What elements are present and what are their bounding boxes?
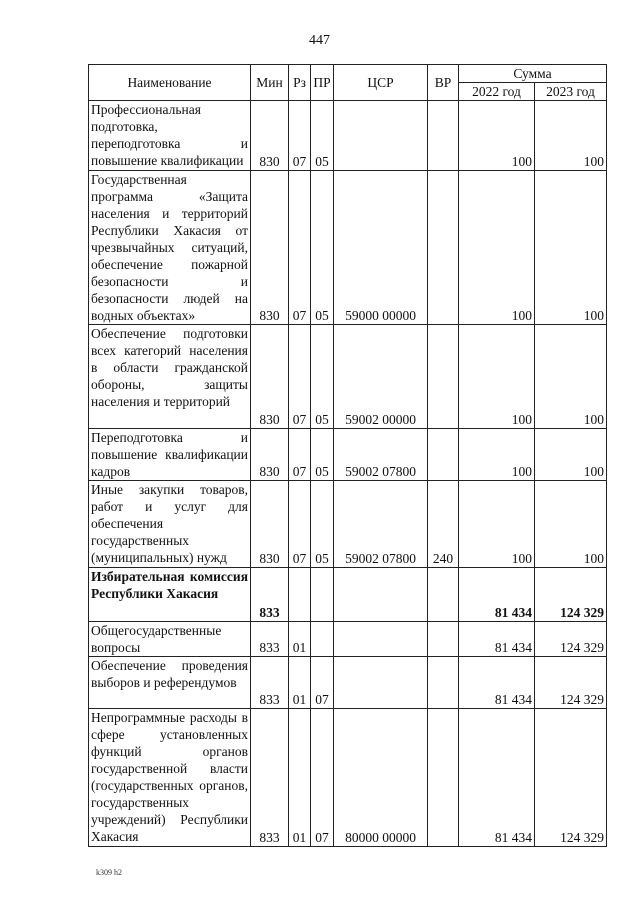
row-sum-2022: 81 434: [459, 568, 535, 622]
row-pr: [311, 568, 334, 622]
header-name: Наименование: [89, 65, 251, 101]
row-sum-2023: 124 329: [535, 622, 607, 657]
row-csr: [334, 568, 428, 622]
row-sum-2023: 100: [535, 481, 607, 568]
row-min: 833: [251, 622, 289, 657]
row-rz: 07: [289, 481, 311, 568]
row-sum-2022: 81 434: [459, 657, 535, 709]
row-csr: [334, 622, 428, 657]
row-name: Государственная программа «Защита населения и территорий Республики Хакасия от чрезвычайных ситуаций, обеспечение пожарной безопасности и безопасности людей на водных объектах»: [89, 171, 251, 325]
header-year-2023: 2023 год: [535, 83, 607, 101]
footer-code: k309 h2: [96, 868, 122, 877]
row-rz: 07: [289, 429, 311, 481]
row-sum-2022: 100: [459, 101, 535, 171]
row-csr: [334, 657, 428, 709]
row-pr: [311, 622, 334, 657]
row-min: 830: [251, 481, 289, 568]
row-vr: [428, 325, 459, 429]
row-csr: 59002 07800: [334, 429, 428, 481]
page-number: 447: [309, 33, 330, 48]
row-sum-2023: 124 329: [535, 709, 607, 847]
row-sum-2022: 81 434: [459, 709, 535, 847]
row-vr: [428, 622, 459, 657]
table-row: [89, 171, 607, 325]
row-rz: 07: [289, 101, 311, 171]
row-rz: 01: [289, 709, 311, 847]
table-row: [89, 709, 607, 847]
row-name: Переподготовка и повышение квалификации кадров: [89, 429, 251, 481]
row-sum-2023: 100: [535, 171, 607, 325]
row-pr: 07: [311, 657, 334, 709]
table-row: [89, 622, 607, 657]
row-vr: [428, 657, 459, 709]
header-year-2022: 2022 год: [459, 83, 535, 101]
row-name: Избирательная комиссия Республики Хакасия: [89, 568, 251, 622]
row-name: Профессиональная подготовка, переподготовка и повышение квалификации: [89, 101, 251, 171]
row-sum-2023: 124 329: [535, 568, 607, 622]
row-csr: 59000 00000: [334, 171, 428, 325]
header-sum: Сумма: [459, 65, 607, 83]
table-row: [89, 325, 607, 429]
row-pr: 05: [311, 101, 334, 171]
row-sum-2022: 100: [459, 481, 535, 568]
row-sum-2023: 100: [535, 101, 607, 171]
table-body: [89, 101, 607, 847]
row-pr: 05: [311, 429, 334, 481]
row-min: 833: [251, 709, 289, 847]
row-csr: 59002 07800: [334, 481, 428, 568]
row-rz: 01: [289, 657, 311, 709]
table-row: [89, 101, 607, 171]
row-name: Обеспечение подготовки всех категорий населения в области гражданской обороны, защиты населения и территорий: [89, 325, 251, 429]
header-rz: Рз: [289, 65, 311, 101]
row-min: 830: [251, 325, 289, 429]
row-min: 830: [251, 101, 289, 171]
row-name: Общегосударственные вопросы: [89, 622, 251, 657]
row-sum-2022: 100: [459, 171, 535, 325]
table-row: [89, 481, 607, 568]
row-sum-2023: 100: [535, 429, 607, 481]
row-rz: 07: [289, 325, 311, 429]
row-vr: [428, 709, 459, 847]
row-min: 830: [251, 171, 289, 325]
row-min: 833: [251, 657, 289, 709]
row-name: Иные закупки товаров, работ и услуг для обеспечения государственных (муниципальных) нужд: [89, 481, 251, 568]
budget-table: [88, 64, 607, 847]
header-min: Мин: [251, 65, 289, 101]
row-sum-2022: 100: [459, 429, 535, 481]
row-min: 833: [251, 568, 289, 622]
row-sum-2023: 124 329: [535, 657, 607, 709]
row-name: Непрограммные расходы в сфере установленных функций органов государственной власти (государственных органов, государственных учреждений) Республики Хакасия: [89, 709, 251, 847]
row-sum-2022: 81 434: [459, 622, 535, 657]
row-sum-2022: 100: [459, 325, 535, 429]
row-rz: 01: [289, 622, 311, 657]
row-rz: 07: [289, 171, 311, 325]
header-pr: ПР: [311, 65, 334, 101]
row-csr: [334, 101, 428, 171]
row-name: Обеспечение проведения выборов и референдумов: [89, 657, 251, 709]
row-vr: [428, 171, 459, 325]
row-csr: 80000 00000: [334, 709, 428, 847]
row-vr: [428, 568, 459, 622]
row-vr: [428, 429, 459, 481]
table-row: [89, 657, 607, 709]
row-pr: 05: [311, 171, 334, 325]
row-csr: 59002 00000: [334, 325, 428, 429]
row-pr: 05: [311, 325, 334, 429]
row-pr: 07: [311, 709, 334, 847]
header-csr: ЦСР: [334, 65, 428, 101]
row-vr: [428, 101, 459, 171]
row-min: 830: [251, 429, 289, 481]
row-rz: [289, 568, 311, 622]
row-sum-2023: 100: [535, 325, 607, 429]
table-row: [89, 568, 607, 622]
table-header: [89, 65, 607, 101]
header-vr: ВР: [428, 65, 459, 101]
row-pr: 05: [311, 481, 334, 568]
row-vr: 240: [428, 481, 459, 568]
table-row: [89, 429, 607, 481]
